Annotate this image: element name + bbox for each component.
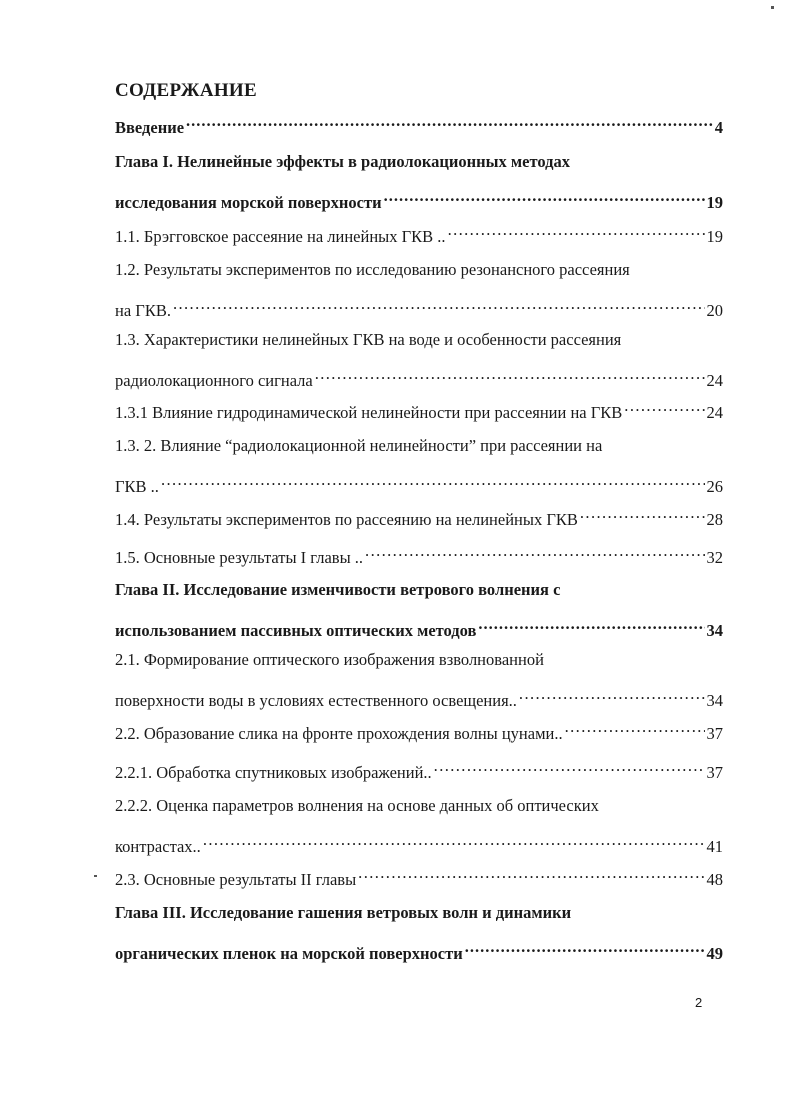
dot-leader xyxy=(465,939,705,959)
toc-line xyxy=(115,719,723,744)
toc-entry-text: 2.1. Формирование оптического изображения взволнованной xyxy=(115,650,544,669)
toc-entry-text: на ГКВ. xyxy=(115,301,171,320)
toc-line xyxy=(115,398,723,423)
toc-entry-text: контрастах.. xyxy=(115,837,201,856)
toc-line xyxy=(115,260,723,280)
toc-entry-text: 1.4. Результаты экспериментов по рассеянию на нелинейных ГКВ xyxy=(115,510,578,529)
toc-entry-text: 2.2.1. Обработка спутниковых изображений.. xyxy=(115,763,432,782)
toc-line xyxy=(115,436,723,456)
page-title: СОДЕРЖАНИЕ xyxy=(115,80,257,101)
toc-page-number: 19 xyxy=(706,193,723,212)
toc-page-number: 41 xyxy=(706,837,723,856)
dot-leader xyxy=(358,865,704,885)
toc-entry-text: 1.1. Брэгговское рассеяние на линейных ГКВ .. xyxy=(115,227,446,246)
toc-entry-text: 1.2. Результаты экспериментов по исследованию резонансного рассеяния xyxy=(115,260,630,279)
toc-entry-text: исследования морской поверхности xyxy=(115,193,382,212)
toc-line xyxy=(115,686,723,711)
dot-leader xyxy=(173,296,705,316)
toc-entry-text: 1.3. 2. Влияние “радиолокационной нелинейности” при рассеянии на xyxy=(115,436,603,455)
toc-entry-text: 1.3.1 Влияние гидродинамической нелинейности при рассеянии на ГКВ xyxy=(115,403,623,422)
toc-page-number: 37 xyxy=(706,724,723,743)
toc-page-number: 4 xyxy=(714,118,723,137)
toc-entry xyxy=(115,580,723,641)
dot-leader xyxy=(565,719,705,739)
toc-entry xyxy=(115,330,723,391)
page-number: 2 xyxy=(695,995,703,1010)
dot-leader xyxy=(519,686,705,706)
dot-leader xyxy=(624,398,704,418)
toc-entry xyxy=(115,222,723,247)
dot-leader xyxy=(580,505,705,525)
toc-page-number: 34 xyxy=(706,691,723,710)
toc-entry-text: Глава III. Исследование гашения ветровых волн и динамики xyxy=(115,903,572,922)
dot-leader xyxy=(434,758,705,778)
toc-entry-text: ГКВ .. xyxy=(115,477,159,496)
toc-line xyxy=(115,113,723,138)
toc-entry-text: 1.3. Характеристики нелинейных ГКВ на воде и особенности рассеяния xyxy=(115,330,622,349)
toc-entry xyxy=(115,758,723,783)
toc-entry-text: Глава I. Нелинейные эффекты в радиолокационных методах xyxy=(115,152,570,171)
toc-line xyxy=(115,505,723,530)
toc-line xyxy=(115,543,723,568)
toc-entry xyxy=(115,505,723,530)
dot-leader xyxy=(384,188,705,208)
toc-line xyxy=(115,758,723,783)
toc-entry xyxy=(115,650,723,711)
toc-page-number: 48 xyxy=(706,870,723,889)
toc-line xyxy=(115,865,723,890)
toc-entry xyxy=(115,796,723,857)
toc-entry-text: использованием пассивных оптических методов xyxy=(115,621,477,640)
toc-entry xyxy=(115,903,723,964)
scan-mark xyxy=(94,875,97,877)
toc-line xyxy=(115,832,723,857)
toc-line xyxy=(115,152,723,172)
dot-leader xyxy=(365,543,704,563)
toc-page-number: 37 xyxy=(706,763,723,782)
toc-page-number: 24 xyxy=(706,371,723,390)
toc-entry-text: Глава II. Исследование изменчивости ветрового волнения с xyxy=(115,580,561,599)
toc-page-number: 34 xyxy=(706,621,723,640)
toc-entry xyxy=(115,719,723,744)
toc-page-number: 28 xyxy=(706,510,723,529)
toc-entry-text: органических пленок на морской поверхности xyxy=(115,944,463,963)
toc-line xyxy=(115,796,723,816)
toc-page-number: 49 xyxy=(706,944,723,963)
toc-entry xyxy=(115,436,723,497)
dot-leader xyxy=(448,222,705,242)
dot-leader xyxy=(478,616,704,636)
toc-line xyxy=(115,472,723,497)
toc-entry-text: Введение xyxy=(115,118,185,137)
toc-page-number: 32 xyxy=(706,548,723,567)
toc-entry xyxy=(115,398,723,423)
toc-line xyxy=(115,188,723,213)
toc-entry xyxy=(115,865,723,890)
toc-page-number: 26 xyxy=(706,477,723,496)
toc-line xyxy=(115,939,723,964)
dot-leader xyxy=(315,366,705,386)
toc-page-number: 19 xyxy=(706,227,723,246)
dot-leader xyxy=(186,113,713,133)
toc-line xyxy=(115,296,723,321)
toc-line xyxy=(115,366,723,391)
toc-entry-text: 2.3. Основные результаты II главы xyxy=(115,870,357,889)
toc-entry xyxy=(115,113,723,138)
toc-entry-text: 2.2.2. Оценка параметров волнения на основе данных об оптических xyxy=(115,796,599,815)
toc-line xyxy=(115,222,723,247)
toc-line xyxy=(115,330,723,350)
toc-entry xyxy=(115,152,723,213)
toc-entry-text: радиолокационного сигнала xyxy=(115,371,313,390)
toc-entry-text: 2.2. Образование слика на фронте прохождения волны цунами.. xyxy=(115,724,563,743)
toc-entry-text: поверхности воды в условиях естественного освещения.. xyxy=(115,691,517,710)
toc-page-number: 20 xyxy=(706,301,723,320)
dot-leader xyxy=(203,832,705,852)
toc-entry-text: 1.5. Основные результаты I главы .. xyxy=(115,548,364,567)
toc-page-number: 24 xyxy=(706,403,723,422)
toc-entry xyxy=(115,260,723,321)
dot-leader xyxy=(161,472,705,492)
toc-line xyxy=(115,580,723,600)
toc-line xyxy=(115,650,723,670)
toc-line xyxy=(115,616,723,641)
scan-mark xyxy=(771,6,774,9)
toc-entry xyxy=(115,543,723,568)
toc-line xyxy=(115,903,723,923)
